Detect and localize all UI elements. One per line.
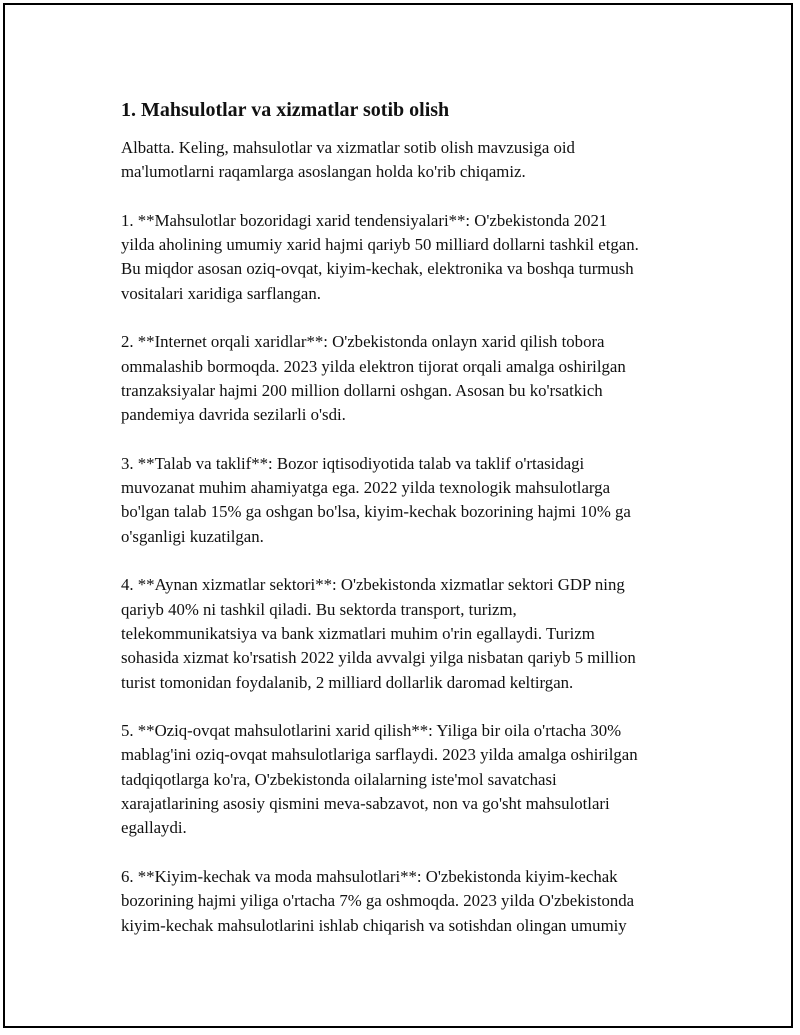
section-title: 1. Mahsulotlar va xizmatlar sotib olish xyxy=(121,99,450,121)
list-item-food-purchases: 5. **Oziq-ovqat mahsulotlarini xarid qilish**: Yiliga bir oila o'rtacha 30% mablag'ini oziq-ovqat mahsulotlariga sarflaydi. 2023 yilda amalga oshirilgan tadqiqotlarga ko'ra, O'zbekistonda oilalarning iste'mol savatchasi xarajatlarining asosiy qismini meva-sabzavot, non va go'sht mahsulotlari egallaydi. xyxy=(121,721,638,838)
document-page xyxy=(3,3,793,1028)
document-body xyxy=(121,97,706,962)
list-item-online-purchases: 2. **Internet orqali xaridlar**: O'zbekistonda onlayn xarid qilish tobora ommalashib bormoqda. 2023 yilda elektron tijorat orqali amalga oshirilgan tranzaksiyalar hajmi 200 million dollarni oshgan. Asosan bu ko'rsatkich pandemiya davrida sezilarli o'sdi. xyxy=(121,332,626,425)
list-item-purchase-trends: 1. **Mahsulotlar bozoridagi xarid tendensiyalari**: O'zbekistonda 2021 yilda aholining umumiy xarid hajmi qariyb 50 milliard dollarni tashkil etgan. Bu miqdor asosan oziq-ovqat, kiyim-kechak, elektronika va boshqa turmush vositalari xaridiga sarflangan. xyxy=(121,210,639,303)
list-item-services-sector: 4. **Aynan xizmatlar sektori**: O'zbekistonda xizmatlar sektori GDP ning qariyb 40% ni tashkil qiladi. Bu sektorda transport, turizm, telekommunikatsiya va bank xizmatlari muhim o'rin egallaydi. Turizm sohasida xizmat ko'rsatish 2022 yilda avvalgi yilga nisbatan qariyb 5 million turist tomonidan foydalanib, 2 milliard dollarlik daromad keltirgan. xyxy=(121,575,636,692)
list-item-supply-demand: 3. **Talab va taklif**: Bozor iqtisodiyotida talab va taklif o'rtasidagi muvozanat muhim ahamiyatga ega. 2022 yilda texnologik mahsulotlarga bo'lgan talab 15% ga oshgan bo'lsa, kiyim-kechak bozorining hajmi 10% ga o'sganligi kuzatilgan. xyxy=(121,453,631,546)
list-item-clothing-fashion: 6. **Kiyim-kechak va moda mahsulotlari**: O'zbekistonda kiyim-kechak bozorining hajmi yiliga o'rtacha 7% ga oshmoqda. 2023 yilda O'zbekistonda kiyim-kechak mahsulotlarini ishlab chiqarish va sotishdan olingan umumiy xyxy=(121,866,635,935)
intro-paragraph: Albatta. Keling, mahsulotlar va xizmatlar sotib olish mavzusiga oid ma'lumotlarni raqamlarga asoslangan holda ko'rib chiqamiz. xyxy=(121,138,575,182)
